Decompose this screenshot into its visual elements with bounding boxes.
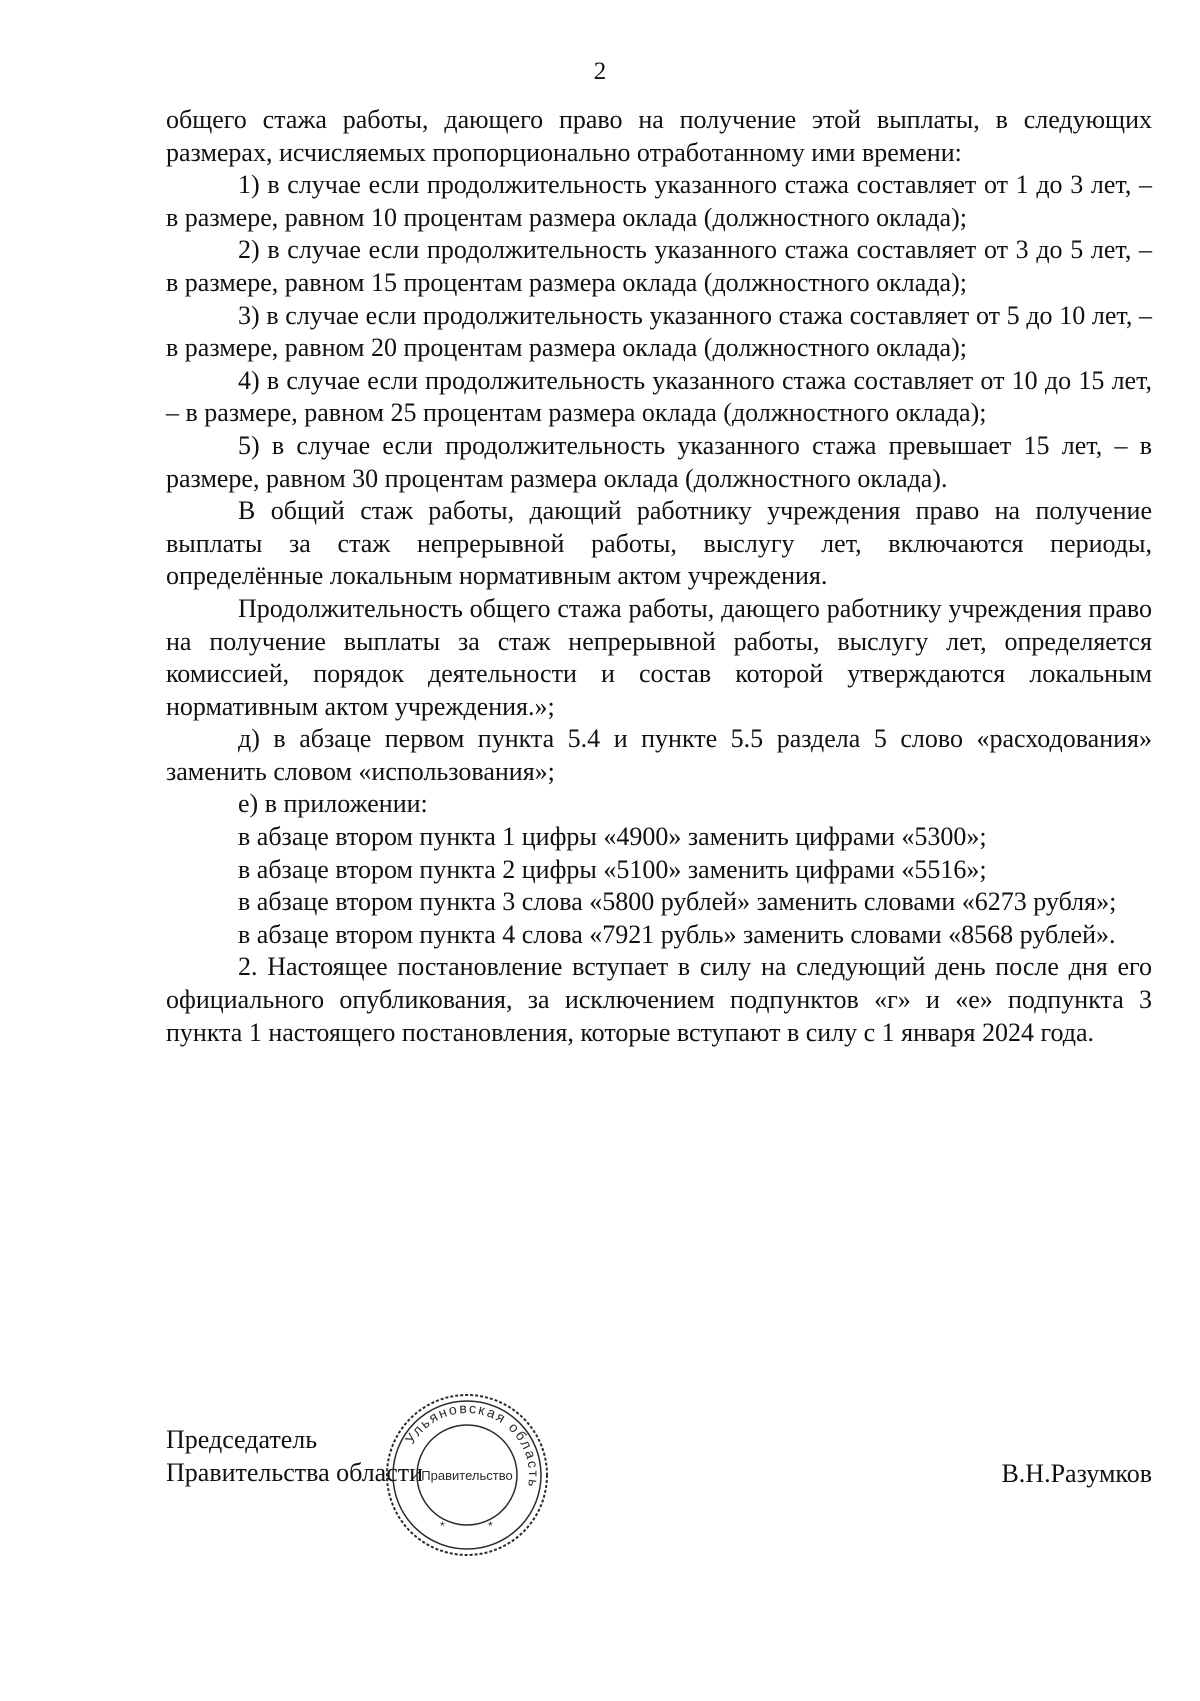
subitem-e: е) в приложении:: [238, 789, 428, 819]
appendix-change-4: в абзаце втором пункта 4 слова «7921 рубль» заменить словами «8568 рублей».: [238, 919, 1116, 949]
list-item-2: 2) в случае если продолжительность указанного стажа составляет от 3 до 5 лет, – в размере, равном 15 процентам размера оклада (должностного оклада);: [166, 235, 1152, 297]
svg-text:Правительство: Правительство: [421, 1468, 513, 1483]
subitem-d: д) в абзаце первом пункта 5.4 и пункте 5.5 раздела 5 слово «расходования» заменить словом «использования»;: [166, 724, 1152, 786]
list-item-1: 1) в случае если продолжительность указанного стажа составляет от 1 до 3 лет, – в размере, равном 10 процентам размера оклада (должностного оклада);: [166, 170, 1152, 232]
paragraph-continuation: общего стажа работы, дающего право на получение этой выплаты, в следующих размерах, исчисляемых пропорционально отработанному ими времени:: [166, 105, 1152, 167]
signatory-name: В.Н.Разумков: [1001, 1459, 1152, 1488]
paragraph-effective-date: 2. Настоящее постановление вступает в силу на следующий день после дня его официального опубликования, за исключением подпунктов «г» и «е» подпункта 3 пункта 1 настоящего постановления, которые вступают в силу с 1 января 2024 года.: [166, 952, 1152, 1047]
paragraph-commission: Продолжительность общего стажа работы, дающего работнику учреждения право на получение выплаты за стаж непрерывной работы, выслугу лет, определяется комиссией, порядок деятельности и состав которой утверждаются локальным нормативным актом учреждения.»;: [166, 593, 1152, 721]
paragraph-general-stazh: В общий стаж работы, дающий работнику учреждения право на получение выплаты за стаж непрерывной работы, выслугу лет, включаются периоды, определённые локальным нормативным актом учреждения.: [166, 496, 1152, 591]
signatory-title-line2: Правительства области: [166, 1457, 424, 1487]
svg-text:Ульяновская область: Ульяновская область: [401, 1399, 543, 1490]
appendix-change-1: в абзаце втором пункта 1 цифры «4900» заменить цифрами «5300»;: [238, 822, 987, 852]
page-number: 2: [593, 58, 607, 85]
svg-text:*: *: [440, 1519, 445, 1533]
list-item-3: 3) в случае если продолжительность указанного стажа составляет от 5 до 10 лет, – в размере, равном 20 процентам размера оклада (должностного оклада);: [166, 300, 1152, 363]
appendix-change-2: в абзаце втором пункта 2 цифры «5100» заменить цифрами «5516»;: [238, 854, 987, 884]
seal-stamp-icon: [382, 1390, 552, 1560]
appendix-change-3: в абзаце втором пункта 3 слова «5800 рублей» заменить словами «6273 рубля»;: [238, 887, 1117, 917]
list-item-4: 4) в случае если продолжительность указанного стажа составляет от 10 до 15 лет, – в размере, равном 25 процентам размера оклада (должностного оклада);: [166, 365, 1152, 428]
document-body: [166, 104, 1152, 1049]
signatory-title-line1: Председатель: [166, 1425, 318, 1454]
official-seal: [382, 1390, 552, 1560]
list-item-5: 5) в случае если продолжительность указанного стажа превышает 15 лет, – в размере, равном 30 процентам размера оклада (должностного оклада).: [166, 430, 1152, 493]
svg-text:*: *: [488, 1519, 493, 1533]
